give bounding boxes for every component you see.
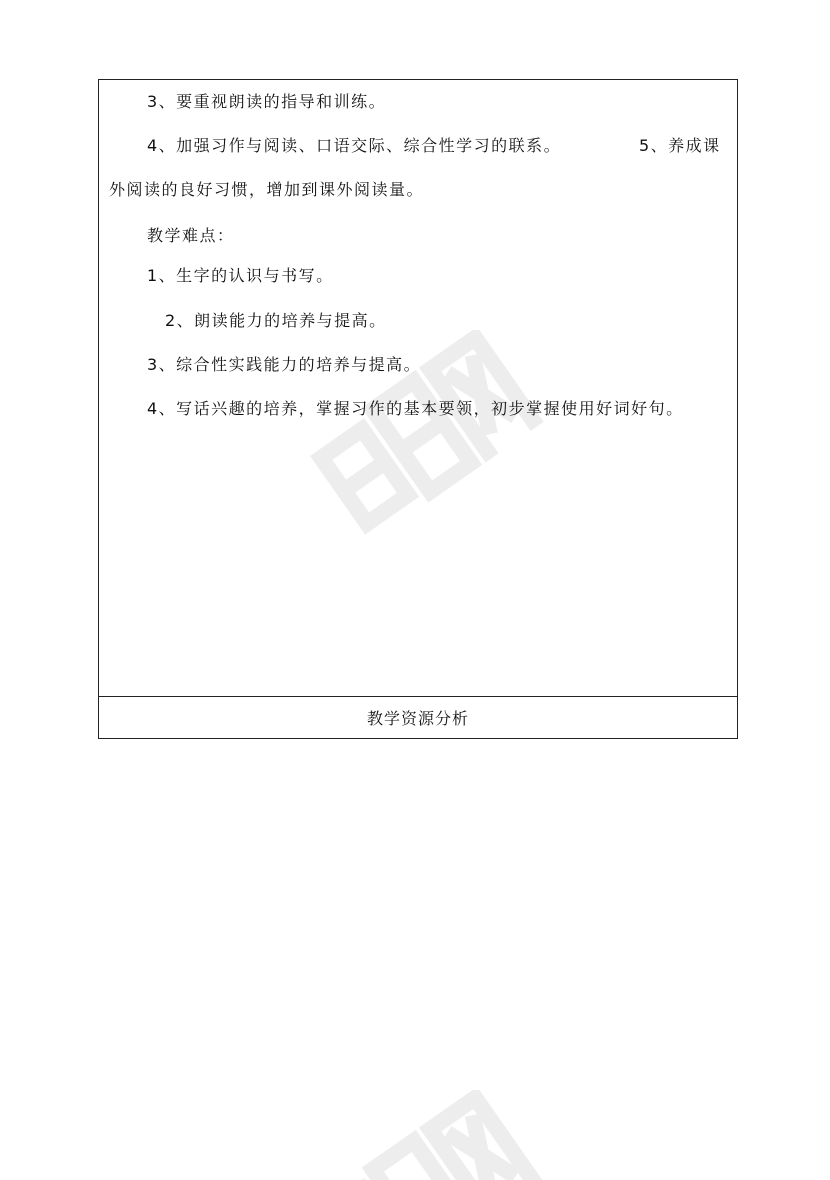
list-item: 3、要重视朗读的指导和训练。 <box>147 92 387 111</box>
list-item: 1、生字的认识与书写。 <box>147 266 334 285</box>
list-item-continuation: 外阅读的良好习惯，增加到课外阅读量。 <box>109 180 425 199</box>
list-item: 3、综合性实践能力的培养与提高。 <box>147 355 422 374</box>
list-item: 5、养成课 <box>639 136 721 155</box>
lesson-plan-table <box>98 79 738 739</box>
section-heading: 教学难点： <box>147 226 235 245</box>
list-item: 4、写话兴趣的培养，掌握习作的基本要领，初步掌握使用好词好句。 <box>147 399 684 418</box>
list-item: 4、加强习作与阅读、口语交际、综合性学习的联系。 <box>147 136 562 155</box>
list-item: 2、朗读能力的培养与提高。 <box>165 311 387 330</box>
content-cell <box>99 80 737 696</box>
watermark-logo-bottom <box>285 1090 545 1180</box>
section-title: 教学资源分析 <box>366 709 469 728</box>
